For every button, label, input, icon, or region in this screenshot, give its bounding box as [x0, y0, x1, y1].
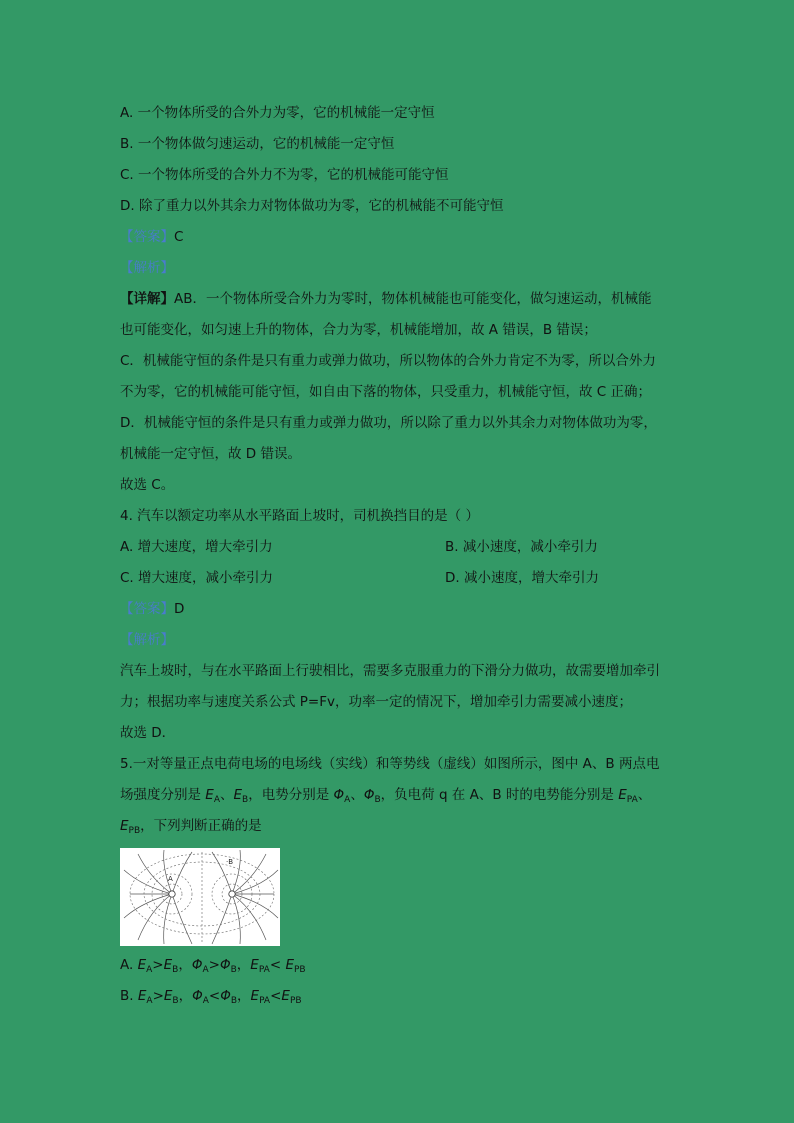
- field-lines-diagram: [120, 848, 280, 946]
- q3-option-b: B. 一个物体做匀速运动，它的机械能一定守恒: [120, 136, 395, 152]
- q3-detail-line-6: 机械能一定守恒，故 D 错误。: [120, 446, 301, 462]
- q5-stem-text: ，负电荷 q 在 A、B 时的电势能分别是: [380, 787, 619, 803]
- q5-option-b: B. $E_A>E_B$，$\Phi_A<\Phi_B$，$E_{PA}<E_{PB}$: [120, 988, 302, 1006]
- point-a-label: A: [168, 875, 173, 883]
- analysis-tag: 【解析】: [120, 632, 174, 648]
- q5-stem-line-2: 场强度分别是 $E_A$、$E_B$，电势分别是 $\Phi_A$、$\Phi_B$，负电荷 q 在 A、B 时的电势能分别是 $E_{PA}$、: [120, 787, 652, 805]
- detail-text: AB．一个物体所受合外力为零时，物体机械能也可能变化，做匀速运动，机械能: [174, 291, 652, 307]
- document-page: [120, 98, 680, 1012]
- answer-value: C: [174, 229, 184, 245]
- q4-options-row-2: [120, 563, 680, 594]
- q5-stem-text: ，电势分别是: [248, 787, 334, 803]
- q5-option-a: A. $E_A>E_B$，$\Phi_A>\Phi_B$，$E_{PA}< E_{PB}$: [120, 957, 306, 975]
- answer-tag: 【答案】: [120, 229, 174, 245]
- point-b-label: ·B: [226, 858, 234, 866]
- analysis-tag: 【解析】: [120, 260, 174, 276]
- q4-conclusion: 故选 D．: [120, 725, 176, 741]
- q4-analysis-line-1: 汽车上坡时，与在水平路面上行驶相比，需要多克服重力的下滑分力做功，故需要增加牵引: [120, 663, 660, 679]
- q4-option-d: D. 减小速度，增大牵引力: [445, 570, 599, 586]
- q4-option-a: A. 增大速度，增大牵引力: [120, 539, 273, 555]
- q5-stem-text: 场强度分别是: [120, 787, 206, 803]
- q4-analysis-line-2: 力；根据功率与速度关系公式 P=Fv，功率一定的情况下，增加牵引力需要减小速度；: [120, 694, 632, 710]
- answer-value: D: [174, 601, 185, 617]
- q4-option-b: B. 减小速度，减小牵引力: [445, 539, 598, 555]
- q4-answer-line: [120, 594, 680, 625]
- q3-option-a: A. 一个物体所受的合外力为零，它的机械能一定守恒: [120, 105, 435, 121]
- electric-field-figure: [120, 848, 280, 946]
- q4-options-row-1: [120, 532, 680, 563]
- q3-detail-line-3: C．机械能守恒的条件是只有重力或弹力做功，所以物体的合外力肯定不为零，所以合外力: [120, 353, 656, 369]
- q3-conclusion: 故选 C。: [120, 477, 175, 493]
- q3-detail-line-5: D．机械能守恒的条件是只有重力或弹力做功，所以除了重力以外其余力对物体做功为零，: [120, 415, 657, 431]
- answer-tag: 【答案】: [120, 601, 174, 617]
- q5-stem-line-1: 5.一对等量正点电荷电场的电场线（实线）和等势线（虚线）如图所示，图中 A、B 两点电: [120, 756, 660, 772]
- q5-stem-text: ，下列判断正确的是: [140, 818, 262, 834]
- q4-stem: 4. 汽车以额定功率从水平路面上坡时，司机换挡目的是（ ）: [120, 508, 479, 524]
- q3-detail-line-2: 也可能变化，如匀速上升的物体，合力为零，机械能增加，故 A 错误，B 错误；: [120, 322, 597, 338]
- q3-option-c: C. 一个物体所受的合外力不为零，它的机械能可能守恒: [120, 167, 449, 183]
- q3-answer-line: [120, 222, 680, 253]
- q3-detail-line-4: 不为零，它的机械能可能守恒，如自由下落的物体，只受重力，机械能守恒，故 C 正确；: [120, 384, 652, 400]
- q4-option-c: C. 增大速度，减小牵引力: [120, 570, 274, 586]
- q5-stem-line-3: $E_{PB}$，下列判断正确的是: [120, 818, 262, 836]
- detail-tag: 【详解】: [120, 291, 174, 307]
- q3-option-d: D. 除了重力以外其余力对物体做功为零，它的机械能不可能守恒: [120, 198, 504, 214]
- q3-detail-line-1: [120, 284, 680, 315]
